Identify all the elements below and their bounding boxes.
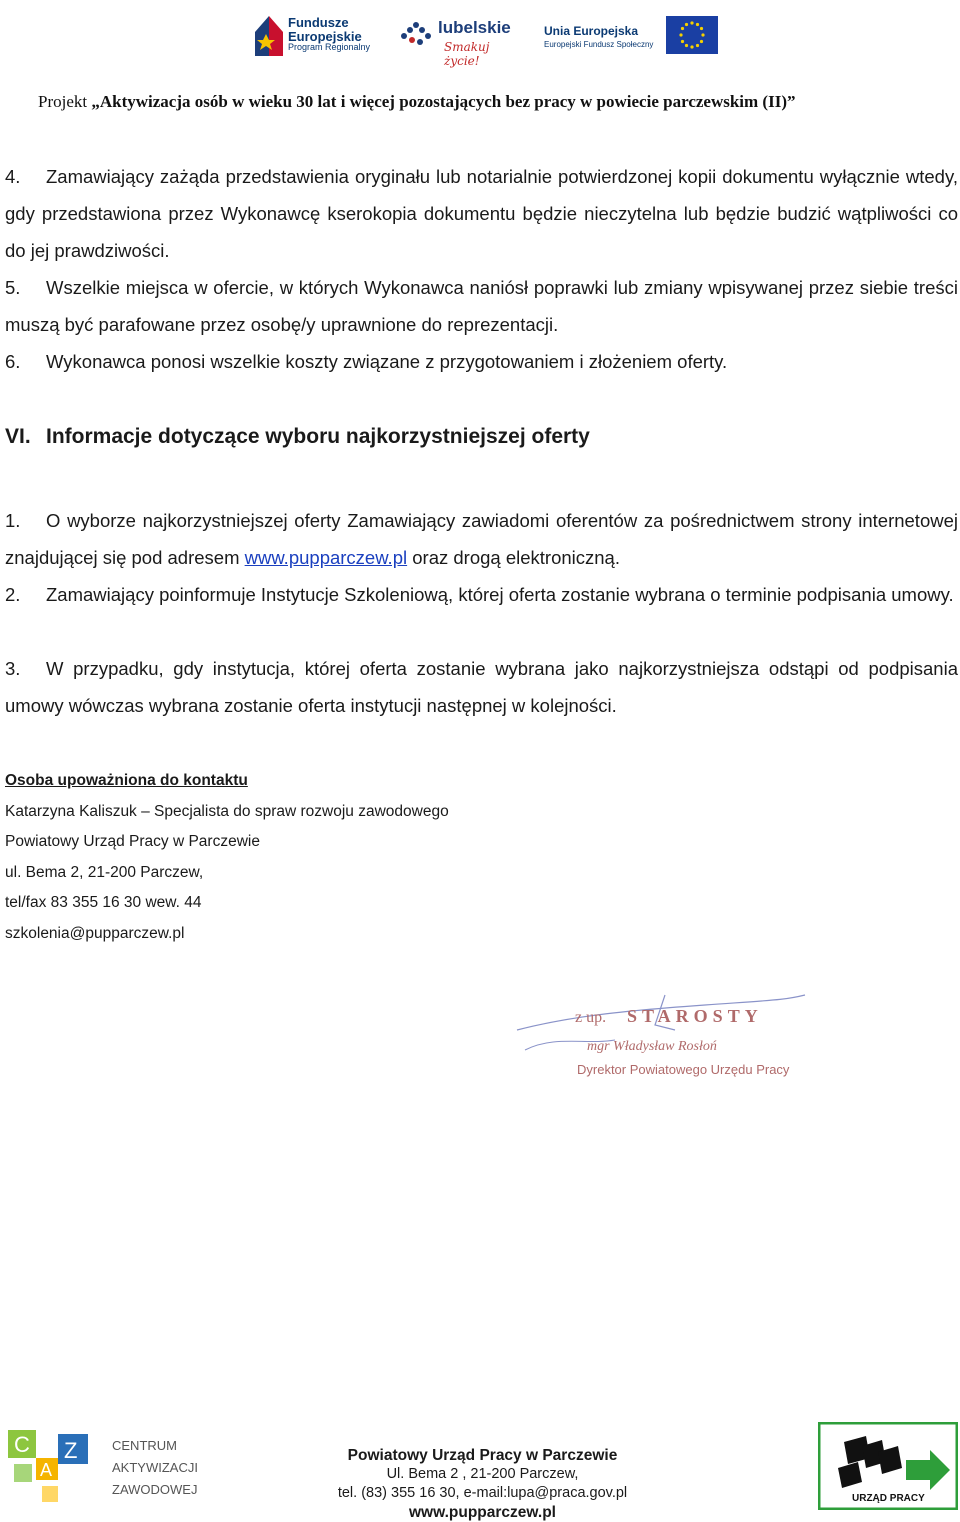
footer-address (300, 1446, 665, 1522)
svg-text:Dyrektor Powiatowego Urzędu Pr: Dyrektor Powiatowego Urzędu Pracy (577, 1062, 790, 1077)
heading-title: Informacje dotyczące wyboru najkorzystniejszej oferty (46, 425, 590, 448)
project-prefix: Projekt (38, 92, 92, 111)
svg-text:ZAWODOWEJ: ZAWODOWEJ (112, 1482, 198, 1497)
svg-text:CENTRUM: CENTRUM (112, 1438, 177, 1453)
item-number: 4. (5, 166, 21, 187)
list-item-4 (5, 158, 958, 269)
svg-text:AKTYWIZACJI: AKTYWIZACJI (112, 1460, 198, 1475)
item-text: Zamawiający zażąda przedstawienia oryginału lub notarialnie potwierdzonej kopii dokumentu wyłącznie wtedy, gdy przedstawiona przez Wykonawcę kserokopia dokumentu będzie nieczytelna lub będzie budzić wątpliwości co do jej prawdziwości. (5, 166, 958, 261)
contact-title: Osoba upoważniona do kontaktu (5, 772, 248, 789)
fundusze-line1: Fundusze (288, 15, 349, 30)
item-text: W przypadku, gdy instytucja, której oferta zostanie wybrana jako najkorzystniejsza odstąpi od podpisania umowy wówczas wybrana zostanie oferta instytucji następnej w kolejności. (5, 658, 958, 716)
contact-email[interactable]: szkolenia@pupparczew.pl (5, 924, 185, 942)
svg-text:URZĄD PRACY: URZĄD PRACY (852, 1493, 925, 1504)
item-number: 6. (5, 351, 21, 372)
svg-text:z up.: z up. (575, 1009, 607, 1026)
item-number: 1. (5, 510, 21, 531)
svg-text:STAROSTY: STAROSTY (627, 1006, 763, 1026)
header-logos (0, 8, 960, 66)
eu-flag-icon (666, 16, 718, 54)
item-number: 2. (5, 584, 21, 605)
project-title: „Aktywizacja osób w wieku 30 lat i więcej pozostających bez pracy w powiecie parczewskim (II)” (91, 92, 796, 111)
urzad-pracy-arrow-icon (818, 1422, 958, 1510)
fundusze-line3: Program Regionalny (288, 42, 371, 53)
svg-text:mgr Władysław Rosłoń: mgr Władysław Rosłoń (587, 1039, 717, 1054)
footer-street: Ul. Bema 2 , 21-200 Parczew, (386, 1466, 579, 1482)
contact-block (5, 766, 449, 949)
contact-line: tel/fax 83 355 16 30 wew. 44 (5, 894, 202, 911)
item-text: Wszelkie miejsca w ofercie, w których Wykonawca naniósł poprawki lub zmiany wpisywanej przez siebie treści muszą być parafowane przez osobę/y uprawnione do reprezentacji. (5, 277, 958, 335)
fundusze-star-icon (255, 12, 283, 56)
svg-text:C: C (14, 1432, 30, 1457)
lubelskie-deer-icon (398, 18, 436, 52)
item-text-after: oraz drogą elektroniczną. (407, 547, 620, 568)
urzad-pracy-logo (818, 1422, 958, 1510)
list-item-vi-2 (5, 576, 958, 613)
item-text: Wykonawca ponosi wszelkie koszty związane z przygotowaniem i złożeniem oferty. (46, 351, 728, 372)
heading-number: VI. (5, 425, 31, 448)
fundusze-europejskie-logo (255, 8, 380, 62)
lubelskie-logo (398, 8, 523, 68)
footer-website[interactable]: www.pupparczew.pl (409, 1504, 556, 1521)
ue-line1: Unia Europejska (544, 24, 639, 38)
contact-line: ul. Bema 2, 21-200 Parczew, (5, 863, 204, 881)
svg-text:Z: Z (64, 1438, 78, 1463)
signature-stamp (515, 990, 810, 1090)
lubelskie-line1: lubelskie (438, 18, 511, 37)
footer-contact: tel. (83) 355 16 30, e-mail:lupa@praca.gov.pl (337, 1485, 628, 1501)
svg-text:A: A (40, 1460, 53, 1480)
footer-org-name: Powiatowy Urząd Pracy w Parczewie (347, 1447, 618, 1464)
project-title-line (38, 92, 938, 112)
caz-logo-graphic (2, 1420, 227, 1510)
item-number: 5. (5, 277, 21, 298)
list-item-5 (5, 269, 958, 343)
section-heading (5, 425, 590, 449)
ue-line2: Europejski Fundusz Społeczny (544, 40, 654, 49)
list-item-vi-3 (5, 650, 958, 724)
item-number: 3. (5, 658, 21, 679)
unia-europejska-logo (544, 8, 719, 62)
item-text-before: O wyborze najkorzystniejszej oferty Zamawiający zawiadomi oferentów za pośrednictwem strony internetowej znajdującej się pod adresem (5, 510, 958, 568)
website-link[interactable]: www.pupparczew.pl (244, 547, 408, 568)
list-item-6 (5, 343, 958, 380)
lubelskie-line2: Smakuj życie! (444, 40, 490, 68)
item-text: Zamawiający poinformuje Instytucje Szkoleniową, której oferta zostanie wybrana o terminie podpisania umowy. (46, 584, 954, 605)
list-item-vi-1 (5, 502, 958, 576)
caz-logo (2, 1420, 227, 1510)
fundusze-line2: Europejskie (288, 28, 362, 44)
contact-line: Powiatowy Urząd Pracy w Parczewie (5, 833, 260, 850)
contact-line: Katarzyna Kaliszuk – Specjalista do spraw rozwoju zawodowego (5, 802, 449, 820)
